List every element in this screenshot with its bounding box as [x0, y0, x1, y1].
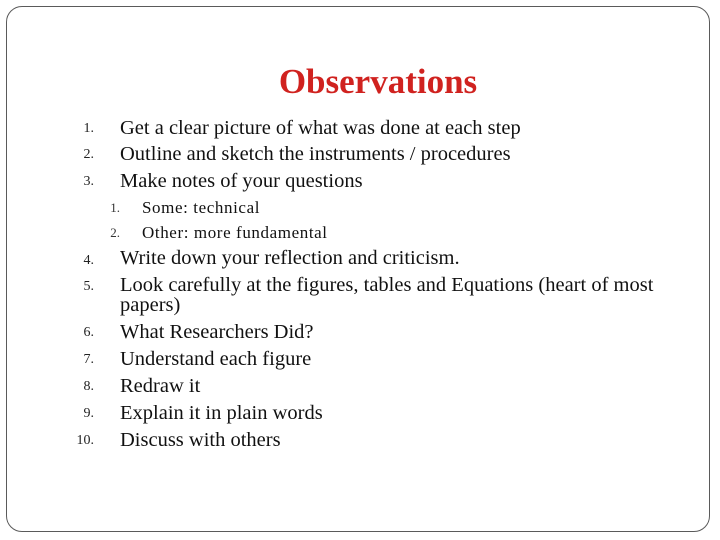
- list-item: Outline and sketch the instruments / procedures: [120, 143, 511, 165]
- list-item: Explain it in plain words: [120, 402, 323, 424]
- sub-list-item: Other: more fundamental: [142, 223, 328, 242]
- list-item: Understand each figure: [120, 348, 312, 370]
- list-number: 10.: [76, 433, 94, 448]
- sub-list-item: Some: technical: [142, 198, 261, 217]
- list-item: Look carefully at the figures, tables and Equations (heart of most papers): [120, 274, 654, 316]
- list-number: 8.: [83, 379, 94, 394]
- list-number: 6.: [83, 325, 94, 340]
- list-number: 3.: [83, 174, 94, 189]
- slide-title: Observations: [278, 62, 478, 101]
- list-number: 5.: [83, 279, 94, 294]
- list-number: 9.: [83, 406, 94, 421]
- list-item: What Researchers Did?: [120, 321, 314, 343]
- list-number: 1.: [83, 121, 94, 136]
- list-number: 2.: [83, 147, 94, 162]
- list-item: Redraw it: [120, 375, 201, 397]
- sub-list-number: 2.: [110, 225, 120, 240]
- list-item: Get a clear picture of what was done at each step: [120, 117, 521, 139]
- list-item: Discuss with others: [120, 429, 281, 451]
- list-number: 4.: [83, 253, 94, 268]
- list-number: 7.: [83, 352, 94, 367]
- list-item: Write down your reflection and criticism.: [120, 247, 460, 269]
- list-item: Make notes of your questions: [120, 170, 363, 192]
- sub-list-number: 1.: [110, 200, 120, 215]
